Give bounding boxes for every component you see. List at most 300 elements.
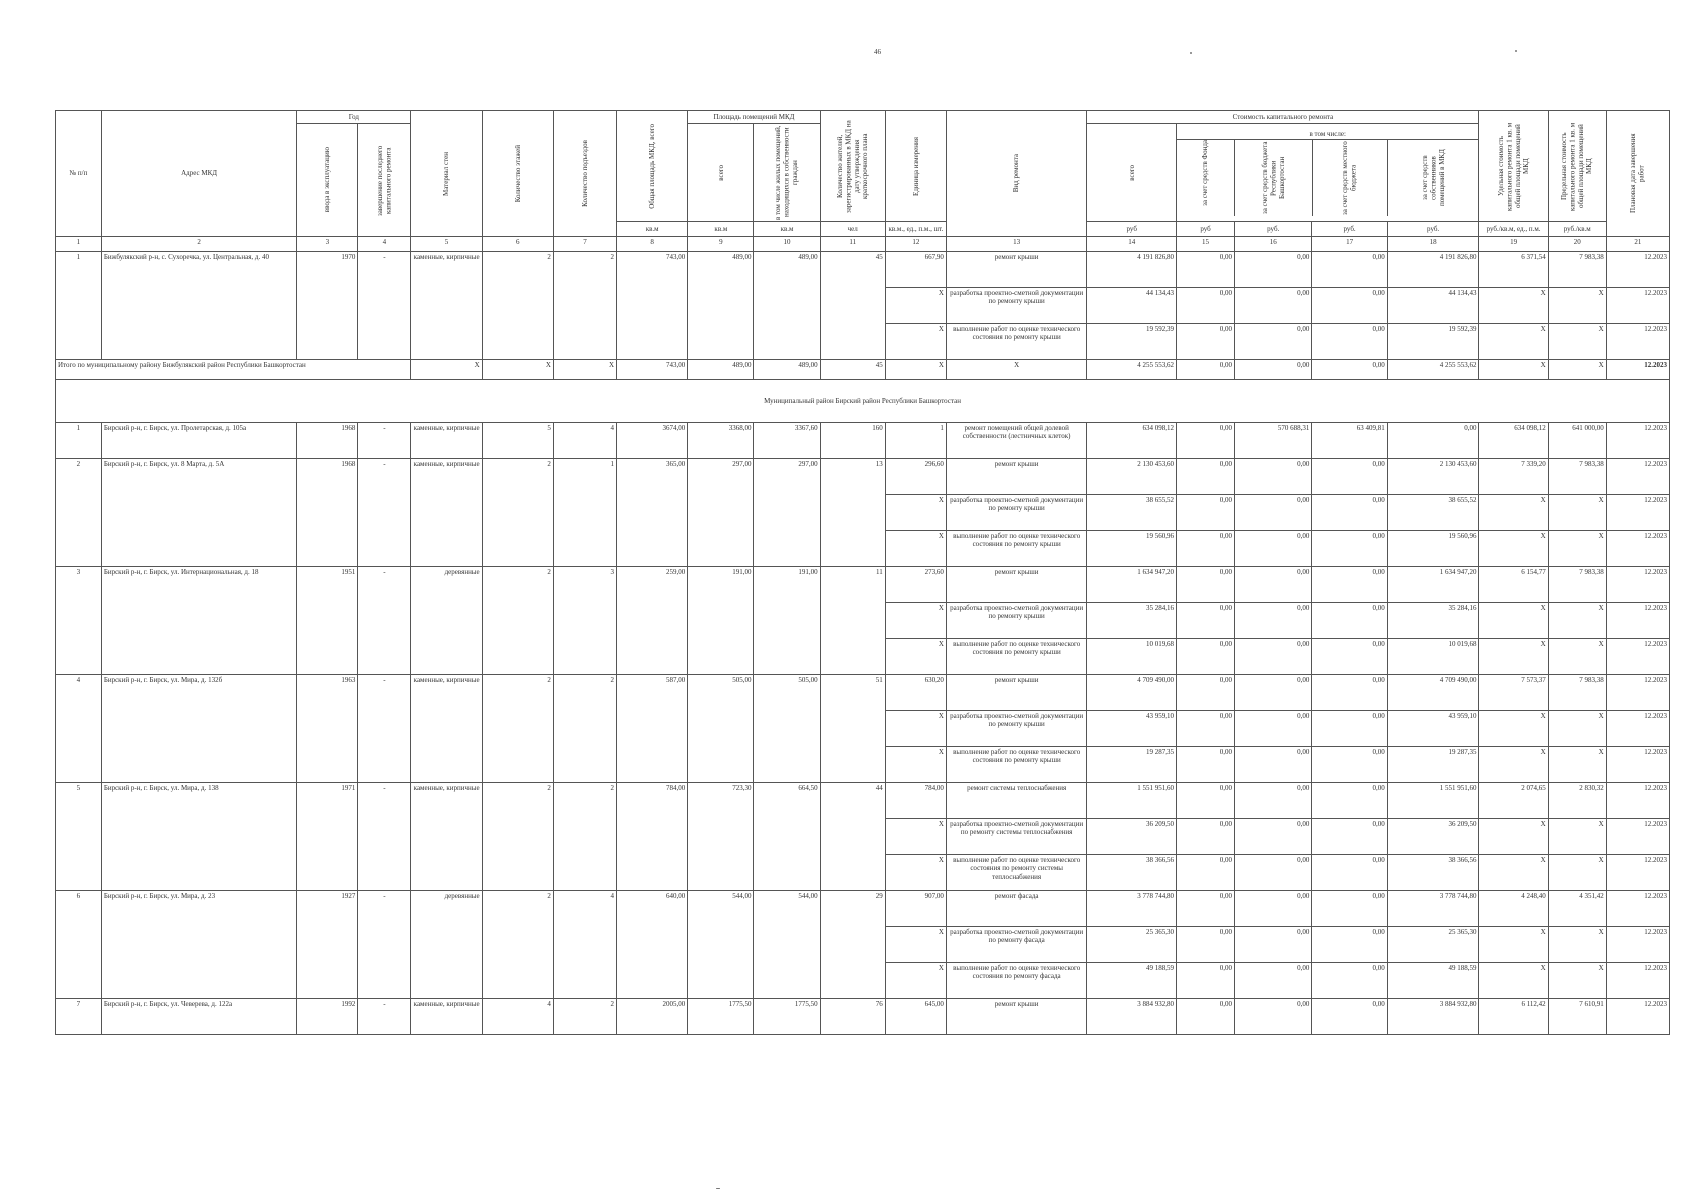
specific-cost-cell: X [1479,288,1548,324]
repair-type-cell: ремонт системы теплоснабжения [946,783,1087,819]
cost-owners-cell: 3 778 744,80 [1387,891,1479,927]
header-area-total: всего [688,124,754,222]
total-area-cell: 2005,00 [617,999,688,1035]
limit-cost-cell: X [1548,819,1606,855]
scan-speck [716,1188,720,1189]
plan-date-cell: 12.2023 [1606,747,1669,783]
cost-fund-cell: 0,00 [1177,531,1235,567]
specific-cost-cell: X [1479,495,1548,531]
cost-total-cell: 10 019,68 [1087,639,1177,675]
living-area-cell: 191,00 [754,567,820,675]
total-area-cell: 259,00 [617,567,688,675]
last-repair-cell: - [358,567,411,675]
total-area-cell: 587,00 [617,675,688,783]
specific-cost-cell: 6 154,77 [1479,567,1548,603]
unit-cell: 667,90 [885,252,946,288]
header-entrances: Количество подъездов [553,111,616,237]
repair-type-cell: выполнение работ по оценке технического состояния по ремонту крыши [946,531,1087,567]
unit-15: руб [1177,222,1235,237]
unit-cell: X [885,927,946,963]
cost-fund-cell: 0,00 [1177,567,1235,603]
subtotal-label: Итого по муниципальному району Бижбулякский район Республики Башкортостан [56,360,411,380]
premises-area-cell: 505,00 [688,675,754,783]
header-limit-cost: Предельная стоимость капитального ремонта 1 кв. м общей площади помещений МКД [1548,111,1606,222]
last-repair-cell: - [358,891,411,999]
unit-14: руб [1087,222,1177,237]
cost-owners-cell: 1 551 951,60 [1387,783,1479,819]
address-cell: Бирский р-н, г. Бирск, ул. Мира, д. 132б [101,675,297,783]
cost-local-cell: 0,00 [1312,531,1387,567]
unit-18: руб. [1387,222,1479,237]
cost-total-cell: 19 592,39 [1087,324,1177,360]
walls-cell: деревянные [411,567,482,675]
residents-cell: 51 [820,675,885,783]
year-cell: 1971 [297,783,358,891]
repair-type-cell: выполнение работ по оценке технического состояния по ремонту системы теплоснабжения [946,855,1087,891]
cost-fund-cell: 0,00 [1177,711,1235,747]
cost-total-cell: 4 191 826,80 [1087,252,1177,288]
table-row [56,567,1670,603]
last-repair-cell: - [358,675,411,783]
specific-cost-cell: 6 112,42 [1479,999,1548,1035]
year-cell: 1968 [297,459,358,567]
limit-cost-cell: X [1548,747,1606,783]
cost-rb-cell: 0,00 [1235,495,1312,531]
entrances-cell: 2 [553,783,616,891]
walls-cell: деревянные [411,891,482,999]
plan-date-cell: 12.2023 [1606,963,1669,999]
header-repair-type: Вид ремонта [946,111,1087,237]
living-area-cell: 3367,60 [754,423,820,459]
entrances-cell: 4 [553,891,616,999]
cost-local-cell: 0,00 [1312,999,1387,1035]
cost-rb-cell: 0,00 [1235,855,1312,891]
limit-cost-cell: 641 000,00 [1548,423,1606,459]
year-cell: 1992 [297,999,358,1035]
table-row [56,252,1670,288]
cost-local-cell: 0,00 [1312,459,1387,495]
cost-rb-cell: 0,00 [1235,639,1312,675]
limit-cost-cell: 4 351,42 [1548,891,1606,927]
repair-type-cell: разработка проектно-сметной документации по ремонту крыши [946,603,1087,639]
column-number: 13 [946,237,1087,252]
premises-area-cell: 191,00 [688,567,754,675]
subtotal-premises-area: 489,00 [688,360,754,380]
unit-cell: X [885,963,946,999]
plan-date-cell: 12.2023 [1606,567,1669,603]
header-fund: за счет средств Фонда [1177,140,1235,216]
cost-local-cell: 0,00 [1312,567,1387,603]
specific-cost-cell: X [1479,603,1548,639]
header-specific-cost: Удельная стоимость капитального ремонта 1 кв. м общей площади помещений МКД [1479,111,1548,222]
cost-local-cell: 0,00 [1312,819,1387,855]
unit-cell: 784,00 [885,783,946,819]
unit-19: руб./кв.м, ед., п.м. [1479,222,1548,237]
unit-cell: X [885,711,946,747]
specific-cost-cell: 6 371,54 [1479,252,1548,288]
cost-owners-cell: 0,00 [1387,423,1479,459]
entrances-cell: 1 [553,459,616,567]
column-number: 11 [820,237,885,252]
column-number: 10 [754,237,820,252]
column-number: 5 [411,237,482,252]
column-number: 20 [1548,237,1606,252]
premises-area-cell: 544,00 [688,891,754,999]
cost-owners-cell: 19 560,96 [1387,531,1479,567]
cost-total-cell: 38 655,52 [1087,495,1177,531]
living-area-cell: 489,00 [754,252,820,360]
total-area-cell: 365,00 [617,459,688,567]
cost-owners-cell: 25 365,30 [1387,927,1479,963]
specific-cost-cell: X [1479,711,1548,747]
subtotal-x: X [411,360,482,380]
residents-cell: 76 [820,999,885,1035]
limit-cost-cell: 7 983,38 [1548,567,1606,603]
limit-cost-cell: X [1548,963,1606,999]
cost-fund-cell: 0,00 [1177,252,1235,288]
cost-local-cell: 0,00 [1312,675,1387,711]
column-number: 7 [553,237,616,252]
cost-rb-cell: 0,00 [1235,603,1312,639]
premises-area-cell: 1775,50 [688,999,754,1035]
year-cell: 1963 [297,675,358,783]
limit-cost-cell: X [1548,603,1606,639]
header-cost-total: всего [1087,124,1177,222]
unit-cell: X [885,819,946,855]
cost-local-cell: 0,00 [1312,603,1387,639]
address-cell: Бирский р-н, г. Бирск, ул. Интернациональная, д. 18 [101,567,297,675]
limit-cost-cell: X [1548,711,1606,747]
limit-cost-cell: X [1548,855,1606,891]
repair-type-cell: ремонт крыши [946,567,1087,603]
header-premises-area: Площадь помещений МКД [688,111,820,124]
address-cell: Бирский р-н, г. Бирск, ул. Мира, д. 138 [101,783,297,891]
subtotal-owners: 4 255 553,62 [1387,360,1479,380]
subtotal-x: X [946,360,1087,380]
cost-total-cell: 1 634 947,20 [1087,567,1177,603]
cost-fund-cell: 0,00 [1177,963,1235,999]
floors-cell: 2 [482,567,553,675]
unit-cell: 645,00 [885,999,946,1035]
plan-date-cell: 12.2023 [1606,711,1669,747]
subtotal-fund: 0,00 [1177,360,1235,380]
column-number: 21 [1606,237,1669,252]
floors-cell: 2 [482,891,553,999]
residents-cell: 45 [820,252,885,360]
header-floors: Количество этажей [482,111,553,237]
scan-speck [1190,52,1192,54]
specific-cost-cell: X [1479,819,1548,855]
specific-cost-cell: X [1479,747,1548,783]
table-row [56,459,1670,495]
cost-fund-cell: 0,00 [1177,495,1235,531]
cost-local-cell: 63 409,81 [1312,423,1387,459]
unit-16: руб. [1235,222,1312,237]
row-number: 3 [56,567,102,675]
cost-rb-cell: 0,00 [1235,891,1312,927]
plan-date-cell: 12.2023 [1606,783,1669,819]
header-local-budget: за счет средств местного бюджета [1313,140,1388,216]
subtotal-x: X [553,360,616,380]
cost-local-cell: 0,00 [1312,747,1387,783]
unit-cell: X [885,495,946,531]
cost-rb-cell: 0,00 [1235,531,1312,567]
unit-cell: 1 [885,423,946,459]
subtotal-row [56,360,1670,380]
cost-local-cell: 0,00 [1312,891,1387,927]
specific-cost-cell: 2 074,65 [1479,783,1548,819]
walls-cell: каменные, кирпичные [411,252,482,360]
cost-fund-cell: 0,00 [1177,288,1235,324]
cost-total-cell: 38 366,56 [1087,855,1177,891]
unit-cell: 296,60 [885,459,946,495]
cost-owners-cell: 19 592,39 [1387,324,1479,360]
total-area-cell: 640,00 [617,891,688,999]
cost-total-cell: 49 188,59 [1087,963,1177,999]
repair-type-cell: разработка проектно-сметной документации по ремонту крыши [946,711,1087,747]
limit-cost-cell: X [1548,639,1606,675]
cost-total-cell: 19 560,96 [1087,531,1177,567]
last-repair-cell: - [358,999,411,1035]
walls-cell: каменные, кирпичные [411,999,482,1035]
cost-fund-cell: 0,00 [1177,675,1235,711]
cost-fund-cell: 0,00 [1177,891,1235,927]
header-number: № п/п [56,111,102,237]
residents-cell: 29 [820,891,885,999]
header-unit: Единица измерения [885,111,946,222]
limit-cost-cell: X [1548,495,1606,531]
header-owners: за счет средств собственников помещений в МКД [1420,149,1446,206]
walls-cell: каменные, кирпичные [411,783,482,891]
cost-total-cell: 36 209,50 [1087,819,1177,855]
cost-owners-cell: 44 134,43 [1387,288,1479,324]
table-row [56,675,1670,711]
subtotal-total-area: 743,00 [617,360,688,380]
premises-area-cell: 723,30 [688,783,754,891]
column-number: 12 [885,237,946,252]
header-residents: Количество жителей, зарегистрированных в МКД на дату утверждения краткосрочного плана [820,111,885,222]
cost-owners-cell: 10 019,68 [1387,639,1479,675]
header-total-area: Общая площадь МКД, всего [617,111,688,222]
unit-17: руб. [1312,222,1387,237]
total-area-cell: 743,00 [617,252,688,360]
column-number: 2 [101,237,297,252]
column-number: 8 [617,237,688,252]
cost-fund-cell: 0,00 [1177,819,1235,855]
cost-owners-cell: 19 287,35 [1387,747,1479,783]
cost-fund-cell: 0,00 [1177,459,1235,495]
repair-type-cell: разработка проектно-сметной документации по ремонту системы теплоснабжения [946,819,1087,855]
subtotal-local: 0,00 [1312,360,1387,380]
cost-rb-cell: 0,00 [1235,819,1312,855]
cost-fund-cell: 0,00 [1177,639,1235,675]
column-number: 15 [1177,237,1235,252]
column-numbers-row [56,237,1670,252]
cost-fund-cell: 0,00 [1177,855,1235,891]
cost-owners-cell: 38 366,56 [1387,855,1479,891]
total-area-cell: 3674,00 [617,423,688,459]
specific-cost-cell: X [1479,324,1548,360]
table-row [56,423,1670,459]
cost-total-cell: 44 134,43 [1087,288,1177,324]
repair-type-cell: разработка проектно-сметной документации по ремонту крыши [946,495,1087,531]
unit-cell: X [885,855,946,891]
residents-cell: 13 [820,459,885,567]
living-area-cell: 505,00 [754,675,820,783]
column-number: 17 [1312,237,1387,252]
floors-cell: 2 [482,252,553,360]
header-cost-incl: в том числе: за счет средств Фонда за счет средств бюджета Республики Башкортостан за счет средств местного бюджета за счет средств собственников помещений в МКД [1177,124,1479,222]
row-number: 5 [56,783,102,891]
repair-type-cell: разработка проектно-сметной документации по ремонту крыши [946,288,1087,324]
residents-cell: 44 [820,783,885,891]
cost-total-cell: 1 551 951,60 [1087,783,1177,819]
entrances-cell: 2 [553,675,616,783]
row-number: 1 [56,252,102,360]
address-cell: Бирский р-н, г. Бирск, ул. 8 Марта, д. 5А [101,459,297,567]
premises-area-cell: 3368,00 [688,423,754,459]
limit-cost-cell: 7 610,91 [1548,999,1606,1035]
floors-cell: 2 [482,783,553,891]
column-number: 14 [1087,237,1177,252]
repair-type-cell: выполнение работ по оценке технического состояния по ремонту крыши [946,747,1087,783]
plan-date-cell: 12.2023 [1606,495,1669,531]
address-cell: Бижбулякский р-н, с. Сухоречка, ул. Центральная, д. 40 [101,252,297,360]
walls-cell: каменные, кирпичные [411,459,482,567]
subtotal-x: X [1479,360,1548,380]
residents-cell: 11 [820,567,885,675]
entrances-cell: 2 [553,252,616,360]
cost-rb-cell: 0,00 [1235,963,1312,999]
row-number: 6 [56,891,102,999]
unit-cell: X [885,531,946,567]
unit-cell: X [885,603,946,639]
cost-local-cell: 0,00 [1312,288,1387,324]
cost-fund-cell: 0,00 [1177,603,1235,639]
header-area-living: в том числе жилых помещений, находящихся в собственности граждан [754,124,820,222]
row-number: 4 [56,675,102,783]
floors-cell: 2 [482,459,553,567]
subtotal-x: X [1548,360,1606,380]
year-cell: 1951 [297,567,358,675]
cost-total-cell: 25 365,30 [1087,927,1177,963]
unit-cell: 630,20 [885,675,946,711]
living-area-cell: 544,00 [754,891,820,999]
unit-10: кв.м [754,222,820,237]
table-row [56,999,1670,1035]
column-number: 19 [1479,237,1548,252]
year-cell: 1970 [297,252,358,360]
living-area-cell: 1775,50 [754,999,820,1035]
unit-11: чел [820,222,885,237]
specific-cost-cell: 634 098,12 [1479,423,1548,459]
cost-rb-cell: 0,00 [1235,459,1312,495]
address-cell: Бирский р-н, г. Бирск, ул. Пролетарская, д. 105а [101,423,297,459]
subtotal-residents: 45 [820,360,885,380]
plan-date-cell: 12.2023 [1606,855,1669,891]
cost-rb-cell: 0,00 [1235,747,1312,783]
table-row [56,891,1670,927]
cost-local-cell: 0,00 [1312,711,1387,747]
section-title: Муниципальный район Бирский район Республики Башкортостан [56,380,1670,423]
cost-rb-cell: 0,00 [1235,324,1312,360]
plan-date-cell: 12.2023 [1606,819,1669,855]
unit-12: кв.м., ед., п.м., шт. [885,222,946,237]
cost-rb-cell: 0,00 [1235,567,1312,603]
unit-cell: X [885,639,946,675]
repair-type-cell: выполнение работ по оценке технического состояния по ремонту крыши [946,324,1087,360]
total-area-cell: 784,00 [617,783,688,891]
cost-local-cell: 0,00 [1312,855,1387,891]
cost-rb-cell: 570 688,31 [1235,423,1312,459]
specific-cost-cell: 7 573,37 [1479,675,1548,711]
repair-type-cell: выполнение работ по оценке технического состояния по ремонту фасада [946,963,1087,999]
cost-total-cell: 43 959,10 [1087,711,1177,747]
column-number: 1 [56,237,102,252]
scan-speck [1515,50,1517,52]
unit-cell: X [885,288,946,324]
limit-cost-cell: X [1548,531,1606,567]
cost-rb-cell: 0,00 [1235,711,1312,747]
repair-type-cell: ремонт фасада [946,891,1087,927]
cost-total-cell: 3 884 932,80 [1087,999,1177,1035]
cost-local-cell: 0,00 [1312,783,1387,819]
column-number: 3 [297,237,358,252]
cost-owners-cell: 36 209,50 [1387,819,1479,855]
repair-type-cell: ремонт помещений общей долевой собственности (лестничных клеток) [946,423,1087,459]
cost-local-cell: 0,00 [1312,639,1387,675]
header-rb-budget: за счет средств бюджета Республики Башкортостан [1235,140,1312,216]
unit-cell: X [885,747,946,783]
cost-fund-cell: 0,00 [1177,999,1235,1035]
plan-date-cell: 12.2023 [1606,423,1669,459]
header-year: Год [297,111,411,124]
column-number: 6 [482,237,553,252]
cost-rb-cell: 0,00 [1235,288,1312,324]
entrances-cell: 2 [553,999,616,1035]
cost-total-cell: 35 284,16 [1087,603,1177,639]
specific-cost-cell: X [1479,855,1548,891]
unit-20: руб./кв.м [1548,222,1606,237]
column-number: 9 [688,237,754,252]
cost-total-cell: 3 778 744,80 [1087,891,1177,927]
subtotal-living-area: 489,00 [754,360,820,380]
repair-type-cell: выполнение работ по оценке технического состояния по ремонту крыши [946,639,1087,675]
plan-date-cell: 12.2023 [1606,288,1669,324]
cost-owners-cell: 38 655,52 [1387,495,1479,531]
walls-cell: каменные, кирпичные [411,675,482,783]
last-repair-cell: - [358,459,411,567]
plan-date-cell: 12.2023 [1606,603,1669,639]
specific-cost-cell: X [1479,639,1548,675]
entrances-cell: 3 [553,567,616,675]
last-repair-cell: - [358,252,411,360]
cost-rb-cell: 0,00 [1235,675,1312,711]
cost-total-cell: 2 130 453,60 [1087,459,1177,495]
floors-cell: 2 [482,675,553,783]
plan-date-cell: 12.2023 [1606,675,1669,711]
walls-cell: каменные, кирпичные [411,423,482,459]
plan-date-cell: 12.2023 [1606,531,1669,567]
row-number: 2 [56,459,102,567]
subtotal-cost-total: 4 255 553,62 [1087,360,1177,380]
cost-local-cell: 0,00 [1312,495,1387,531]
header-cost: Стоимость капитального ремонта [1087,111,1479,124]
living-area-cell: 297,00 [754,459,820,567]
limit-cost-cell: X [1548,927,1606,963]
specific-cost-cell: X [1479,927,1548,963]
cost-owners-cell: 49 188,59 [1387,963,1479,999]
